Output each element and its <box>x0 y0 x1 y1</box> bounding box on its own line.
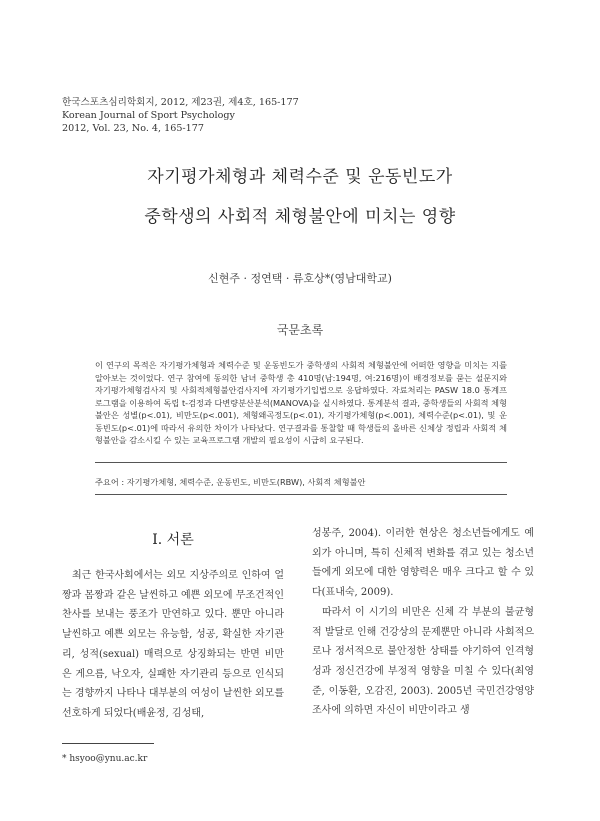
body-paragraph: 따라서 이 시기의 비만은 신체 각 부분의 불균형적 발달로 인해 건강상의 문제뿐만 아니라 사회적으로나 정서적으로 불안정한 상태를 야기하여 인격형성과 정신건강에 부정적 영향을 미칠 수 있다(최영준, 이동환, 오감진, 2003). 2005년 국민건강영양조사에 의하면 자신이 비만이라고 생 <box>312 606 534 717</box>
journal-citation-english: 2012, Vol. 23, No. 4, 165-177 <box>62 123 204 134</box>
abstract-heading: 국문초록 <box>276 323 324 337</box>
author-list: 신현주 · 정연택 · 류호상*(영남대학교) <box>208 272 392 285</box>
journal-name-english: Korean Journal of Sport Psychology <box>62 110 235 121</box>
body-column-right <box>312 524 534 721</box>
journal-citation-korean: 한국스포츠심리학회지, 2012, 제23권, 제4호, 165-177 <box>62 97 299 108</box>
footnote-divider <box>62 743 154 744</box>
paper-title-line-1: 자기평가체형과 체력수준 및 운동빈도가 <box>147 167 453 187</box>
corresponding-author-email: * hsyoo@ynu.ac.kr <box>62 754 148 764</box>
body-column-left <box>62 530 284 724</box>
paper-title-line-2: 중학생의 사회적 체형불안에 미치는 영향 <box>144 207 456 227</box>
section-title: I. 서론 <box>152 532 194 548</box>
abstract-divider-top <box>95 462 507 463</box>
abstract-body: 이 연구의 목적은 자기평가체형과 체력수준 및 운동빈도가 중학생의 사회적 체형불안에 어떠한 영향을 미치는 지를 알아보는 것이었다. 연구 참여에 동의한 남녀 중학생 총 410명(남:194명, 여:216명)이 배경정보를 묻는 설문지와 자기평가체형검사지 및 사회적체형불안검사지에 자기평가기입법으로 응답하였다. 자료처리는 PASW 18.0 통계프로그램을 이용하여 독립 t-검정과 다변량분산분석(MANOVA)을 실시하였다. 통계분석 결과, 중학생들의 사회적 체형불안은 성별(p<.01), 비만도(p<.001), 체형왜곡정도(p<.01), 자기평가체형(p<.001), 체력수준(p<.01), 및 운동빈도(p<.01)에 따라서 유의한 차이가 나타났다. 연구결과를 통찰할 때 학생들의 올바른 신체상 정립과 사회적 체형불안을 감소시킬 수 있는 교육프로그램 개발의 필요성이 시급히 요구된다. <box>95 360 507 445</box>
body-paragraph: 성봉주, 2004). 이러한 현상은 청소년들에게도 예외가 아니며, 특히 신체적 변화를 겪고 있는 청소년들에게 외모에 대한 영향력은 매우 크다고 할 수 있다(표내숙, 2009). <box>312 528 534 599</box>
body-paragraph: 최근 한국사회에서는 외모 지상주의로 인하여 얼짱과 몸짱과 같은 날씬하고 예쁜 외모에 무조건적인 찬사를 보내는 풍조가 만연하고 있다. 뿐만 아니라 날씬하고 예쁜 외모는 유능함, 성공, 확실한 자기관리, 성적(sexual) 매력으로 상징화되는 반면 비만은 게으름, 낙오자, 실패한 자기관리 등으로 인식되는 경향까지 나타나 대부분의 여성이 날씬한 외모를 선호하게 되었다(배윤정, 김성태, <box>62 570 284 719</box>
abstract-divider-bottom <box>95 494 507 495</box>
journal-header <box>62 96 299 135</box>
keywords: 주요어 : 자기평가체형, 체력수준, 운동빈도, 비만도(RBW), 사회적 체형불안 <box>95 477 366 487</box>
